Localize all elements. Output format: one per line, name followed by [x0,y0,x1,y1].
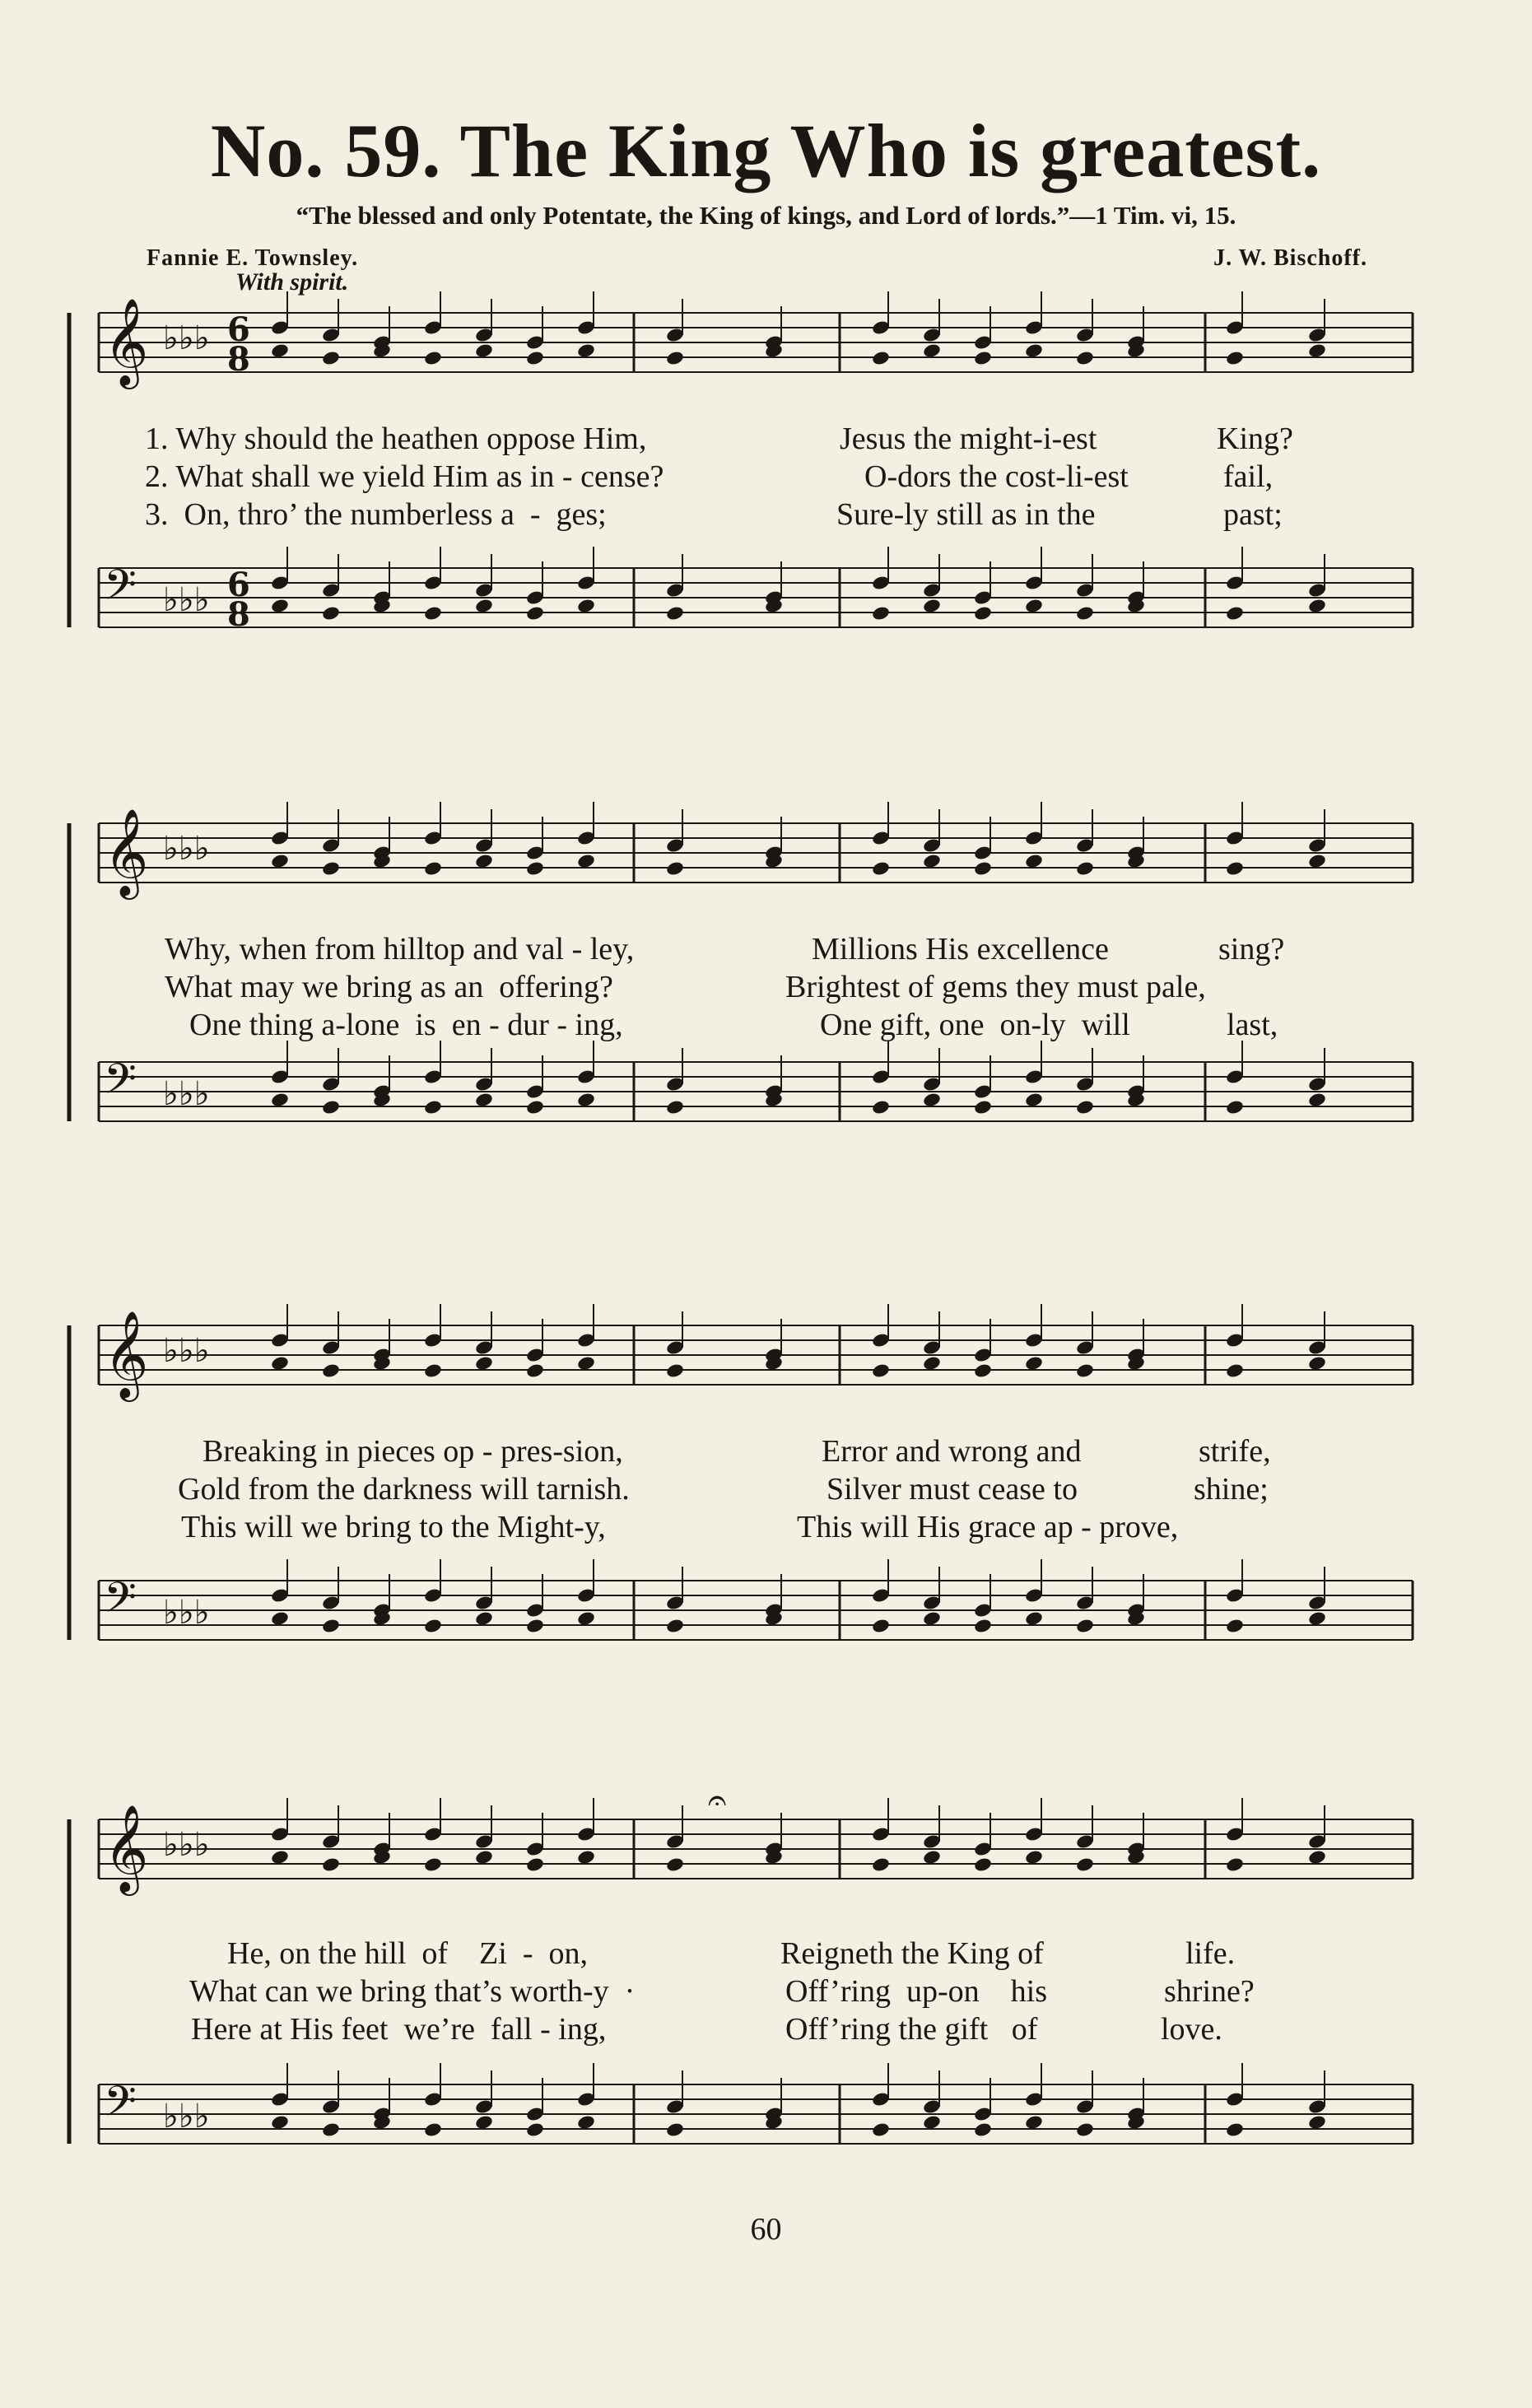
note-head-icon [1225,350,1245,366]
note-head-icon [973,1362,993,1379]
note-head-icon [871,605,891,622]
treble-clef-icon: 𝄞 [104,808,149,896]
lyric-line: Brightest of gems they must pale, [785,970,1206,1004]
note-head-icon [576,1610,596,1627]
note-head-icon [871,1099,891,1116]
note-head-icon [1307,598,1327,614]
note-head-icon [270,1849,290,1865]
lyric-line: last, [1227,1008,1278,1042]
lyric-line: 3. On, thro’ the numberless a - ges; [145,497,607,532]
note-head-icon [973,1618,993,1634]
note-head-icon [1024,2114,1044,2131]
note-head-icon [525,1099,545,1116]
lyric-line: 1. Why should the heathen oppose Him, [145,422,647,456]
lyric-line: Reigneth the King of [780,1936,1044,1971]
lyric-line: Breaking in pieces op - pres-sion, [203,1434,623,1469]
lyric-line: 2. What shall we yield Him as in - cense? [145,459,664,494]
note-head-icon [525,350,545,366]
note-head-icon [270,342,290,359]
lyric-line: What may we bring as an offering? [165,970,613,1004]
note-head-icon [576,1849,596,1865]
note-head-icon [871,1856,891,1873]
note-head-icon [922,853,942,869]
lyric-line: What can we bring that’s worth-y · [189,1974,636,2009]
key-signature-flats-icon: ♭♭♭ [163,1332,210,1370]
note-head-icon [922,1092,942,1108]
note-head-icon [665,1362,685,1379]
lyric-line: This will His grace ap - prove, [797,1510,1179,1544]
note-head-icon [525,1618,545,1634]
note-head-icon [1024,598,1044,614]
treble-clef-icon: 𝄞 [104,1310,149,1398]
fermata-icon: 𝄐 [708,1782,727,1819]
composer-credit: J. W. Bischoff. [1213,245,1367,271]
time-signature-icon: 6 [227,566,250,604]
note-head-icon [270,2114,290,2131]
note-head-icon [871,1618,891,1634]
note-head-icon [1075,1099,1095,1116]
note-head-icon [423,1362,443,1379]
note-head-icon [1307,1355,1327,1372]
lyric-line: This will we bring to the Might-y, [181,1510,606,1544]
note-head-icon [321,1099,341,1116]
lyric-line: Jesus the might-i-est [840,422,1097,456]
note-head-icon [576,853,596,869]
note-head-icon [1075,1362,1095,1379]
treble-staff [99,1304,1413,1402]
key-signature-flats-icon: ♭♭♭ [163,1826,210,1864]
note-head-icon [665,1856,685,1873]
note-head-icon [474,1355,494,1372]
note-head-icon [665,605,685,622]
lyric-line: Gold from the darkness will tarnish. [178,1472,630,1507]
time-signature-icon: 8 [227,340,250,379]
note-head-icon [525,860,545,877]
note-head-icon [423,1099,443,1116]
tempo-marking: With spirit. [235,268,349,296]
key-signature-flats-icon: ♭♭♭ [163,319,210,357]
note-head-icon [1024,342,1044,359]
note-head-icon [321,605,341,622]
note-head-icon [321,2122,341,2138]
hymn-title: No. 59. The King Who is greatest. [210,109,1322,193]
key-signature-flats-icon: ♭♭♭ [163,1594,210,1632]
lyric-line: love. [1161,2012,1222,2047]
note-head-icon [1225,605,1245,622]
note-head-icon [423,1856,443,1873]
note-head-icon [423,1618,443,1634]
key-signature-flats-icon: ♭♭♭ [163,581,210,619]
lyric-line: One thing a-lone is en - dur - ing, [189,1008,623,1042]
music-system-3 [66,1292,1416,1704]
lyricist-credit: Fannie E. Townsley. [147,245,359,271]
key-signature-flats-icon: ♭♭♭ [163,1075,210,1113]
note-head-icon [922,342,942,359]
bass-clef-icon: 𝄢 [104,1572,137,1633]
note-head-icon [474,1849,494,1865]
key-signature-flats-icon: ♭♭♭ [163,2098,210,2136]
note-head-icon [665,860,685,877]
note-head-icon [871,860,891,877]
note-head-icon [576,2114,596,2131]
note-head-icon [1075,1618,1095,1634]
note-head-icon [474,342,494,359]
note-head-icon [474,1610,494,1627]
note-head-icon [973,1856,993,1873]
lyric-line: O-dors the cost-li-est [864,459,1129,494]
note-head-icon [1225,2122,1245,2138]
treble-clef-icon: 𝄞 [104,297,149,385]
lyric-line: shine; [1194,1472,1269,1507]
note-head-icon [423,2122,443,2138]
time-signature-icon: 8 [227,595,250,634]
note-head-icon [474,598,494,614]
note-head-icon [1075,1856,1095,1873]
lyric-line: strife, [1199,1434,1271,1469]
note-head-icon [1307,342,1327,359]
note-head-icon [1024,1092,1044,1108]
bass-staff [99,1559,1413,1640]
note-head-icon [665,1099,685,1116]
note-head-icon [665,350,685,366]
lyric-line: Why, when from hilltop and val - ley, [165,932,635,966]
lyric-line: Off’ring the gift of [785,2012,1038,2047]
lyric-line: life. [1185,1936,1236,1971]
note-head-icon [665,2122,685,2138]
bass-staff [99,2063,1413,2144]
note-head-icon [1075,2122,1095,2138]
note-head-icon [321,1856,341,1873]
treble-staff [99,1798,1413,1896]
bass-clef-icon: 𝄢 [104,1054,137,1114]
note-head-icon [1307,1610,1327,1627]
note-head-icon [1225,1099,1245,1116]
note-head-icon [973,350,993,366]
bass-staff [99,547,1413,634]
note-head-icon [922,2114,942,2131]
note-head-icon [1024,1355,1044,1372]
note-head-icon [1024,1610,1044,1627]
key-signature-flats-icon: ♭♭♭ [163,830,210,868]
note-head-icon [270,1092,290,1108]
note-head-icon [525,1856,545,1873]
note-head-icon [1307,2114,1327,2131]
note-head-icon [1307,1849,1327,1865]
note-head-icon [321,350,341,366]
lyric-line: Millions His excellence [812,932,1109,966]
note-head-icon [871,2122,891,2138]
bass-clef-icon: 𝄢 [104,2076,137,2136]
note-head-icon [270,1610,290,1627]
note-head-icon [525,2122,545,2138]
note-head-icon [525,605,545,622]
note-head-icon [1307,1092,1327,1108]
lyric-line: fail, [1223,459,1274,494]
note-head-icon [321,1362,341,1379]
lyric-line: Here at His feet we’re fall - ing, [191,2012,607,2047]
lyric-line: Off’ring up-on his [785,1974,1048,2009]
lyric-line: King? [1217,422,1293,456]
note-head-icon [474,2114,494,2131]
note-head-icon [423,350,443,366]
lyric-line: Error and wrong and [822,1434,1082,1469]
note-head-icon [1075,860,1095,877]
note-head-icon [973,2122,993,2138]
time-signature-icon: 6 [227,310,250,349]
note-head-icon [922,1355,942,1372]
lyric-line: past; [1223,497,1283,532]
lyric-line: One gift, one on-ly will [820,1008,1130,1042]
note-head-icon [423,860,443,877]
treble-clef-icon: 𝄞 [104,1804,149,1892]
music-system-4 [66,1778,1416,2206]
note-head-icon [922,1610,942,1627]
music-system-2 [66,790,1416,1177]
note-head-icon [922,598,942,614]
bass-clef-icon: 𝄢 [104,560,137,620]
note-head-icon [321,860,341,877]
note-head-icon [1024,1849,1044,1865]
page-number: 60 [750,2212,782,2247]
note-head-icon [576,598,596,614]
bass-staff [99,1041,1413,1121]
note-head-icon [423,605,443,622]
note-head-icon [270,598,290,614]
lyric-line: sing? [1218,932,1285,966]
note-head-icon [1225,860,1245,877]
note-head-icon [576,342,596,359]
note-head-icon [525,1362,545,1379]
note-head-icon [1307,853,1327,869]
scripture-epigraph: “The blessed and only Potentate, the King of kings, and Lord of lords.”—1 Tim. vi, 15. [296,201,1236,230]
lyric-line: shrine? [1164,1974,1255,2009]
note-head-icon [1075,605,1095,622]
treble-staff [99,291,1413,389]
note-head-icon [973,860,993,877]
lyric-line: He, on the hill of Zi - on, [227,1936,588,1971]
treble-staff [99,802,1413,900]
note-head-icon [1225,1618,1245,1634]
note-head-icon [270,853,290,869]
note-head-icon [1075,350,1095,366]
note-head-icon [871,1362,891,1379]
note-head-icon [474,1092,494,1108]
note-head-icon [474,853,494,869]
note-head-icon [973,605,993,622]
note-head-icon [973,1099,993,1116]
note-head-icon [576,1092,596,1108]
note-head-icon [270,1355,290,1372]
note-head-icon [871,350,891,366]
note-head-icon [576,1355,596,1372]
music-system-1 [66,280,1416,708]
lyric-line: Sure-ly still as in the [836,497,1096,532]
note-head-icon [922,1849,942,1865]
note-head-icon [1225,1856,1245,1873]
note-head-icon [321,1618,341,1634]
lyric-line: Silver must cease to [827,1472,1078,1507]
note-head-icon [1024,853,1044,869]
note-head-icon [1225,1362,1245,1379]
note-head-icon [665,1618,685,1634]
